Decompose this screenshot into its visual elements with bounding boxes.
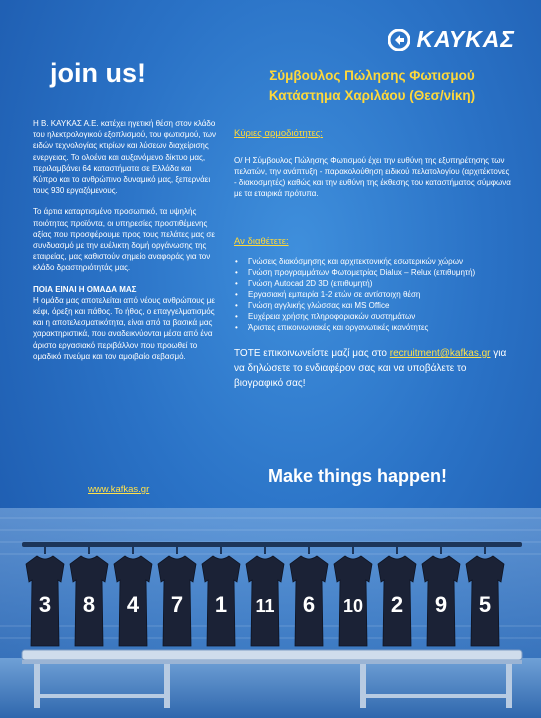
team-heading: ΠΟΙΑ ΕΙΝΑΙ Η ΟΜΑΔΑ ΜΑΣ — [33, 284, 137, 294]
join-us-headline: join us! — [50, 58, 146, 88]
bench-leg — [34, 664, 40, 708]
brand-name: ΚΑΥΚΑΣ — [416, 26, 515, 52]
jersey-number: 7 — [170, 592, 184, 617]
jersey-number: 11 — [255, 596, 275, 616]
jersey — [378, 546, 416, 646]
jersey — [466, 546, 504, 646]
job-title-line1: Σύμβουλος Πώλησης Φωτισμού — [269, 68, 475, 83]
requirement-item: • Άριστες επικοινωνιακές και οργανωτικές ικανότητες — [234, 322, 514, 333]
jersey-number: 9 — [434, 592, 448, 617]
jersey — [334, 546, 372, 646]
requirement-item: • Ευχέρεια χρήσης πληροφοριακών συστημάτων — [234, 311, 514, 322]
bench-foot-bar — [34, 694, 170, 698]
bench-rail — [22, 660, 522, 664]
floor — [0, 658, 541, 718]
responsibilities-heading: Κύριες αρμοδιότητες: — [234, 128, 323, 139]
jersey — [422, 546, 460, 646]
jersey — [202, 546, 240, 646]
requirement-item: • Γνώση αγγλικής γλώσσας και MS Office — [234, 300, 514, 311]
requirement-item: • Εργασιακή εμπειρία 1-2 ετών σε αντίστοιχη θέση — [234, 289, 514, 300]
jersey-number: 6 — [302, 592, 316, 617]
brand-logo — [388, 26, 515, 53]
requirements-section — [234, 236, 514, 333]
jersey-number: 3 — [38, 592, 52, 617]
responsibilities-text: Ο/ Η Σύμβουλος Πώλησης Φωτισμού έχει την ευθύνη της εξυπηρέτησης των πελατών, την ανάπτυξη - παρακολούθηση ειδικού πελατολογίου (αρχιτέκτονες - διακοσμητές) καθώς και την ευθύνη της έκθεσης του καταστήματος σύμφωνα με τα εταιρικά πρότυπα. — [234, 156, 511, 198]
jersey — [290, 546, 328, 646]
bench-foot-bar — [360, 694, 512, 698]
jersey-number: 10 — [342, 596, 364, 616]
logo-mark-icon — [388, 29, 410, 51]
jersey — [26, 546, 64, 646]
requirement-item: • Γνώσεις διακόσμησης και αρχιτεκτονικής εσωτερικών χώρων — [234, 256, 514, 267]
job-title — [232, 66, 512, 106]
company-paragraph-1: Η Β. ΚΑΥΚΑΣ Α.Ε. κατέχει ηγετική θέση στον κλάδο του ηλεκτρολογικού εξοπλισμού, του φωτισμού, των ειδών τεχνολογίας κτιρίων και λύσεων διαχείρισης ενεργειας. Το ολοένα και αυξανόμενο δίκτυο μας, περιλαμβάνει 64 καταστήματα σε Ελλάδα και Κύπρο και το ανθρώπινο δυναμικό μας, ξεπερνάει τους 930 εργαζόμενους. — [33, 119, 217, 196]
jersey-row — [26, 546, 504, 646]
locker-room-illustration — [0, 508, 541, 718]
job-title-line2: Κατάστημα Χαριλάου (Θεσ/νίκη) — [268, 88, 476, 103]
company-paragraph-2: Το άρτια καταρτισμένο προσωπικό, τα υψηλής ποιότητας προϊόντα, οι υπηρεσίες προστιθέμενης αξίας που προσφέρουμε προς τους πελάτες μας σε συνδυασμό με την ευέλικτη δομή οργάνωσης της εταιρείας, μας καθιστούν σημείο αναφοράς για τον κλάδο δραστηριότητάς μας. — [33, 207, 215, 273]
requirements-heading: Αν διαθέτετε: — [234, 236, 289, 247]
slogan: Make things happen! — [268, 466, 448, 486]
website-link[interactable]: www.kafkas.gr — [88, 484, 150, 495]
jersey — [70, 546, 108, 646]
coat-rail — [22, 542, 522, 547]
team-text: Η ομάδα μας αποτελείται από νέους ανθρώπους με κέφι, όρεξη και πάθος. Το ήθος, ο επαγγελματισμός και η αποτελεσματικότητα, είναι από τα βασικά μας χαρακτηριστικά, που αναδεικνύονται μέσα από ένα άριστο εργασιακό περιβάλλον που προωθεί το ομαδικό πνεύμα και τον αμοιβαίο σεβασμό. — [33, 295, 215, 361]
bench-leg — [164, 664, 170, 708]
responsibilities-section — [234, 128, 514, 199]
company-description — [33, 118, 217, 372]
jersey-number: 4 — [126, 592, 140, 617]
jersey — [114, 546, 152, 646]
contact-outro: για να δηλώσετε το ενδιαφέρον σας και να υποβάλετε το βιογραφικό σας! — [234, 348, 507, 389]
recruitment-email-link[interactable]: recruitment@kafkas.gr — [389, 348, 491, 359]
requirement-item: • Γνώση προγραμμάτων Φωτομετρίας Dialux – Relux (επιθυμητή) — [234, 267, 514, 278]
jersey-number: 5 — [478, 592, 492, 617]
jersey — [246, 546, 284, 646]
bench-top — [22, 650, 522, 660]
jersey-number: 2 — [390, 592, 404, 617]
jersey — [158, 546, 196, 646]
requirement-item: • Γνώση Autocad 2D 3D (επιθυμητή) — [234, 278, 514, 289]
contact-intro: ΤΟΤΕ επικοινωνείστε μαζί μας στο — [234, 348, 387, 359]
bench-leg — [360, 664, 366, 708]
contact-text — [234, 346, 514, 391]
bench-leg — [506, 664, 512, 708]
jersey-number: 8 — [82, 592, 96, 617]
jersey-number: 1 — [214, 592, 228, 617]
requirements-list — [234, 256, 514, 333]
